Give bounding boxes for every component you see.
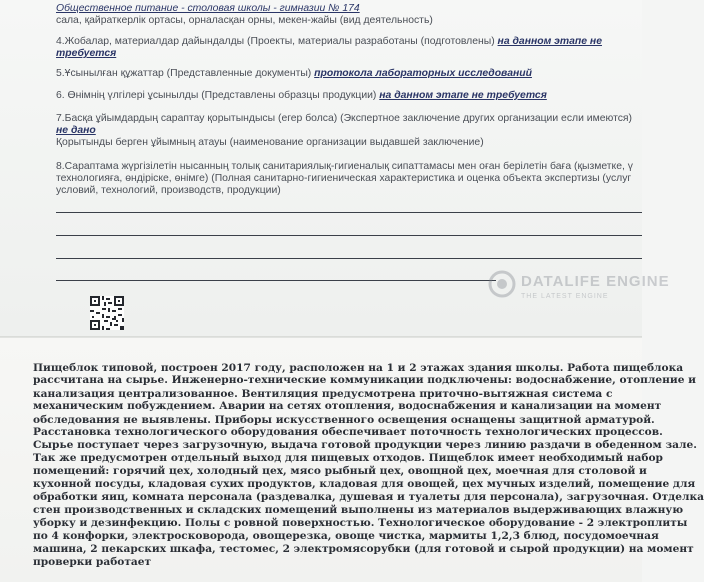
item-4-projects: 4.Жобалар, материалдар дайындалды (Проекты, материалы разработаны (подготовлены) на данном этапе не: [56, 36, 602, 47]
item-7-expert-conclusion: 7.Басқа ұйымдардың сараптау қорытындысы (егер болса) (Экспертное заключение других организации если имеются): [56, 113, 632, 124]
body-line-7: Сырье поступает через загрузочную, выдача готовой продукции через линию раздачи в обеденном зале.: [33, 439, 697, 451]
body-line-13: уборку и дезинфекцию. Полы с ровной поверхностью. Технологическое оборудование - 2 электроплиты: [33, 517, 688, 529]
blank-line-3: [56, 258, 642, 259]
activity-type-caption: сала, қайраткерлік ортасы, орналасқан орны, мекен-жайы (вид деятельность): [56, 15, 433, 26]
body-line-9: помещений: горячий цех, холодный цех, мясо рыбный цех, овощной цех, моечная для столовой и: [33, 465, 647, 477]
watermark-title: DATALIFE ENGINE: [521, 273, 670, 290]
body-line-3: канализация централизованное. Вентиляция предусмотрена приточно-вытяжная система с: [33, 388, 613, 400]
qr-code-icon: [90, 296, 124, 330]
item-8-line-2: технологияға, өндіріске, өнімге) (Полная санитарно-гигиеническая характеристика и оценка объекта экспертизы (услуг: [56, 173, 632, 184]
blank-line-1: [56, 212, 642, 213]
body-line-14: по 4 конфорки, электросковорода, овощерезка, овоще чистка, мармиты 1,2,3 блюд, посудомоечная: [33, 530, 659, 542]
body-line-16: проверки работает: [33, 556, 152, 568]
item-4-continuation: требуется: [56, 48, 117, 59]
body-line-6: Расстановка технологического оборудования обеспечивает поточность технологических процессов.: [33, 426, 663, 438]
item-8-line-3: условий, технологий, производств, продукции): [56, 185, 281, 196]
body-line-15: машина, 2 пекарских шкафа, тестомес, 2 электромясорубки (для готовой и сырой продукции) на момент: [33, 543, 694, 555]
body-line-11: обработки яиц, комната персонала (раздевалка, душевая и туалеты для персонала), загрузочная. Отделка: [33, 491, 704, 503]
activity-type-value: Общественное питание - столовая школы - гимназии № 174: [56, 3, 360, 14]
body-line-12: стен производственных и складских помещений выполнены из материалов выдерживающих влажную: [33, 504, 684, 516]
body-line-5: обследования не выявлены. Приборы искусственного освещения оснащены защитной арматурой.: [33, 414, 655, 426]
watermark-emblem-icon: [487, 269, 517, 299]
body-line-1: Пищеблок типовой, построен 2017 году, расположен на 1 и 2 этажах здания школы. Работа пищеблока: [33, 362, 684, 374]
item-7-organization-caption: Қорытынды берген ұйымның атауы (наименование организации выдавшей заключение): [56, 137, 484, 148]
body-line-2: рассчитана на сырье. Инженерно-технические коммуникации подключены: водоснабжение, отопление и: [33, 374, 697, 386]
watermark-subtitle: THE LATEST ENGINE: [521, 293, 609, 300]
body-line-8: Так же предусмотрен отдельный выход для пищевых отходов. Пищеблок имеет необходимый набор: [33, 452, 663, 464]
blank-line-4: [56, 280, 496, 281]
item-8-characteristics: 8.Сараптама жүргізілетін нысанның толық санитариялық-гигиеналық сипаттамасы мен оған берілетін баға (қызметке, ү: [56, 161, 633, 172]
item-6-samples: 6. Өнімнің үлгілері ұсынылды (Представлены образцы продукции) на данном этапе не требуется: [56, 90, 547, 101]
body-line-10: кухонной посуды, кладовая сухих продуктов, кладовая для овощей, цех мучных изделий, помещение для: [33, 478, 696, 490]
body-line-4: механическим побуждением. Аварии на сетях отопления, водоснабжения и канализации на момент: [33, 400, 662, 412]
item-5-documents: 5.Ұсынылған құжаттар (Представленные документы) протокола лабораторных исследований: [56, 68, 532, 79]
blank-line-2: [56, 235, 642, 236]
watermark-logo: [487, 265, 670, 335]
item-7-value: не дано: [56, 125, 96, 136]
document-page-bottom: [0, 338, 704, 582]
